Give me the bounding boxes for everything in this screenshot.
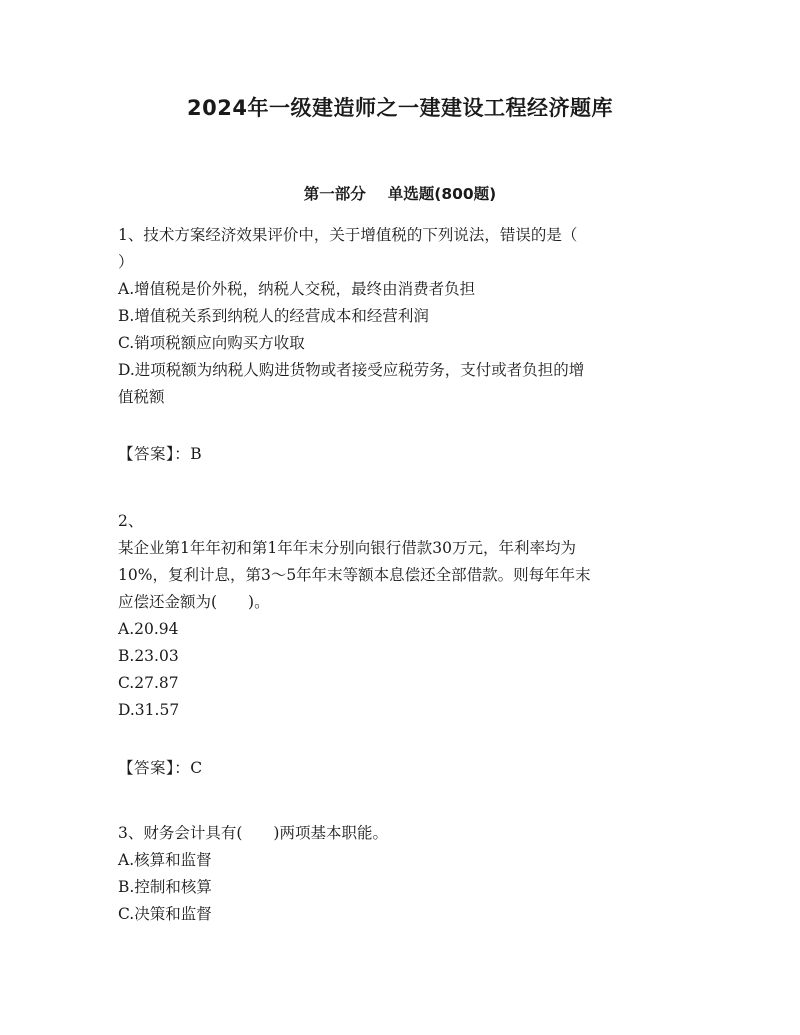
answer-1: 【答案】：B xyxy=(118,445,203,463)
option-c: C.销项税额应向购买方收取 xyxy=(118,334,305,352)
question-stem-line: ） xyxy=(118,253,134,271)
option-b: B.增值税关系到纳税人的经营成本和经营利润 xyxy=(118,307,429,325)
option-d-continued: 值税额 xyxy=(118,388,165,406)
question-1 xyxy=(118,222,678,411)
option-a: A.核算和监督 xyxy=(118,851,212,869)
option-b: B.23.03 xyxy=(118,647,179,665)
question-3 xyxy=(118,820,678,928)
question-stem-line: 3、财务会计具有( )两项基本职能。 xyxy=(118,824,388,842)
option-d: D.进项税额为纳税人购进货物或者接受应税劳务，支付或者负担的增 xyxy=(118,361,585,379)
option-a: A.20.94 xyxy=(118,620,179,638)
question-stem-line: 1、技术方案经济效果评价中，关于增值税的下列说法，错误的是（ xyxy=(118,226,578,244)
section-name: 单选题(800题) xyxy=(387,185,497,203)
question-stem-line: 某企业第1年年初和第1年年末分别向银行借款30万元，年利率均为 xyxy=(118,539,576,557)
section-part: 第一部分 xyxy=(303,185,366,203)
option-d: D.31.57 xyxy=(118,701,180,719)
document-title: 2024年一级建造师之一建建设工程经济题库 xyxy=(187,96,613,120)
question-stem-line: 应偿还金额为( )。 xyxy=(118,593,270,611)
option-a: A.增值税是价外税，纳税人交税，最终由消费者负担 xyxy=(118,280,476,298)
section-heading xyxy=(0,182,800,204)
question-stem-line: 10%，复利计息，第3～5年年末等额本息偿还全部借款。则每年年末 xyxy=(118,566,591,584)
option-b: B.控制和核算 xyxy=(118,878,212,896)
question-number: 2、 xyxy=(118,512,144,530)
option-c: C.27.87 xyxy=(118,674,179,692)
option-c: C.决策和监督 xyxy=(118,905,212,923)
answer-2: 【答案】：C xyxy=(118,759,203,777)
question-2 xyxy=(118,508,678,724)
